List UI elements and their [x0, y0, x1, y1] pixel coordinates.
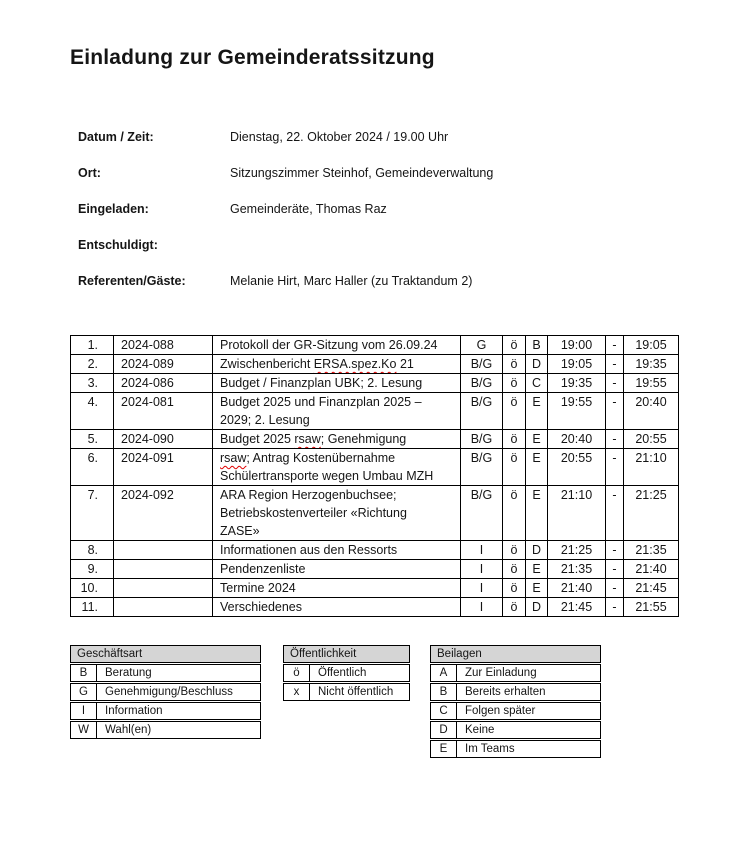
legend-key: E	[431, 741, 457, 757]
agenda-public-cell: ö	[503, 579, 526, 598]
topic-text: ; Genehmigung	[320, 432, 407, 446]
agenda-attachment-cell: D	[526, 541, 548, 560]
agenda-end-cell: 20:55	[624, 430, 679, 449]
legend-key: B	[71, 665, 97, 681]
legend-label: Genehmigung/Beschluss	[105, 686, 233, 698]
agenda-topic-cell	[213, 541, 461, 560]
legend-header: Geschäftsart	[70, 645, 261, 663]
agenda-topic-cell	[213, 486, 461, 541]
agenda-type-cell: G	[461, 336, 503, 355]
topic-line	[220, 560, 456, 578]
topic-line	[220, 336, 456, 354]
agenda-attachment-cell: E	[526, 430, 548, 449]
topic-line	[220, 355, 456, 373]
legend-key: x	[284, 684, 310, 700]
agenda-end-cell: 21:45	[624, 579, 679, 598]
agenda-row	[71, 336, 679, 355]
agenda-end-cell: 21:55	[624, 598, 679, 617]
legend-label: Wahl(en)	[105, 724, 152, 736]
agenda-row	[71, 449, 679, 486]
topic-text: 21	[396, 357, 414, 371]
agenda-start-cell: 20:55	[548, 449, 606, 486]
agenda-attachment-cell: D	[526, 598, 548, 617]
legend-key: G	[71, 684, 97, 700]
agenda-num-cell: 10.	[71, 579, 114, 598]
topic-text: Budget 2025	[220, 432, 295, 446]
agenda-table-body	[71, 336, 679, 617]
agenda-topic-cell	[213, 355, 461, 374]
agenda-type-cell: B/G	[461, 374, 503, 393]
agenda-row	[71, 393, 679, 430]
agenda-num-cell: 8.	[71, 541, 114, 560]
agenda-dash-cell: -	[606, 560, 624, 579]
agenda-type-cell: B/G	[461, 486, 503, 541]
legend-label: Bereits erhalten	[465, 686, 546, 698]
agenda-topic-cell	[213, 598, 461, 617]
topic-line	[220, 449, 456, 467]
agenda-public-cell: ö	[503, 598, 526, 617]
agenda-id-cell	[114, 598, 213, 617]
legend-row	[283, 664, 410, 682]
agenda-start-cell: 21:35	[548, 560, 606, 579]
legend-label: Öffentlich	[318, 667, 367, 679]
topic-line	[220, 579, 456, 597]
agenda-topic-cell	[213, 560, 461, 579]
agenda-type-cell: B/G	[461, 393, 503, 430]
legend-row	[430, 702, 601, 720]
agenda-public-cell: ö	[503, 560, 526, 579]
topic-text: Zwischenbericht	[220, 357, 314, 371]
legend-geschaeftsart	[70, 645, 261, 739]
agenda-num-cell: 3.	[71, 374, 114, 393]
legend-label: Beratung	[105, 667, 152, 679]
meeting-info	[78, 127, 493, 307]
agenda-row	[71, 374, 679, 393]
agenda-public-cell: ö	[503, 430, 526, 449]
legend-row	[70, 683, 261, 701]
info-row	[78, 271, 493, 291]
legend-oeffentlichkeit	[283, 645, 410, 701]
agenda-dash-cell: -	[606, 430, 624, 449]
agenda-id-cell: 2024-086	[114, 374, 213, 393]
agenda-public-cell: ö	[503, 449, 526, 486]
agenda-topic-cell	[213, 393, 461, 430]
spellcheck-underline: ERSA.spez.Ko	[313, 357, 397, 371]
agenda-end-cell: 19:35	[624, 355, 679, 374]
agenda-type-cell: I	[461, 598, 503, 617]
legend-header: Öffentlichkeit	[283, 645, 410, 663]
topic-text: ARA Region Herzogenbuchsee;	[220, 488, 397, 502]
agenda-end-cell: 21:35	[624, 541, 679, 560]
topic-text: Budget 2025 und Finanzplan 2025 –	[220, 395, 422, 409]
topic-text: Pendenzenliste	[220, 562, 306, 576]
agenda-row	[71, 541, 679, 560]
info-value: Sitzungszimmer Steinhof, Gemeindeverwaltung	[230, 166, 494, 180]
agenda-attachment-cell: B	[526, 336, 548, 355]
agenda-type-cell: I	[461, 560, 503, 579]
topic-text: Protokoll der GR-Sitzung vom 26.09.24	[220, 338, 438, 352]
agenda-dash-cell: -	[606, 449, 624, 486]
agenda-id-cell: 2024-092	[114, 486, 213, 541]
legend-key: D	[431, 722, 457, 738]
agenda-dash-cell: -	[606, 486, 624, 541]
topic-line	[220, 430, 456, 448]
agenda-public-cell: ö	[503, 355, 526, 374]
info-row	[78, 163, 493, 183]
legend-label: Keine	[465, 724, 495, 736]
agenda-row	[71, 560, 679, 579]
legend-label: Information	[105, 705, 163, 717]
agenda-attachment-cell: E	[526, 449, 548, 486]
info-value: Melanie Hirt, Marc Haller (zu Traktandum 2)	[230, 274, 473, 288]
page-title: Einladung zur Gemeinderatssitzung	[70, 46, 435, 69]
agenda-id-cell: 2024-088	[114, 336, 213, 355]
agenda-end-cell: 21:40	[624, 560, 679, 579]
agenda-end-cell: 20:40	[624, 393, 679, 430]
agenda-num-cell: 9.	[71, 560, 114, 579]
legend-row	[70, 702, 261, 720]
agenda-public-cell: ö	[503, 541, 526, 560]
agenda-num-cell: 5.	[71, 430, 114, 449]
topic-text: Verschiedenes	[220, 600, 303, 614]
agenda-id-cell: 2024-089	[114, 355, 213, 374]
legend-row	[283, 683, 410, 701]
legend-row	[430, 740, 601, 758]
agenda-table	[70, 335, 679, 617]
agenda-start-cell: 21:40	[548, 579, 606, 598]
agenda-end-cell: 19:55	[624, 374, 679, 393]
agenda-topic-cell	[213, 579, 461, 598]
agenda-id-cell: 2024-091	[114, 449, 213, 486]
info-row	[78, 235, 493, 255]
agenda-type-cell: B/G	[461, 355, 503, 374]
legend-label: Folgen später	[465, 705, 536, 717]
topic-line	[220, 486, 456, 504]
agenda-start-cell: 19:00	[548, 336, 606, 355]
agenda-end-cell: 19:05	[624, 336, 679, 355]
agenda-dash-cell: -	[606, 355, 624, 374]
agenda-row	[71, 579, 679, 598]
topic-line	[220, 522, 456, 540]
agenda-type-cell: B/G	[461, 430, 503, 449]
legend-row	[430, 664, 601, 682]
agenda-start-cell: 21:10	[548, 486, 606, 541]
legend-key: W	[71, 722, 97, 738]
agenda-start-cell: 21:45	[548, 598, 606, 617]
legend-label: Nicht öffentlich	[318, 686, 394, 698]
legend-beilagen	[430, 645, 601, 758]
agenda-public-cell: ö	[503, 336, 526, 355]
agenda-row	[71, 598, 679, 617]
legend-key: ö	[284, 665, 310, 681]
agenda-type-cell: I	[461, 541, 503, 560]
agenda-dash-cell: -	[606, 579, 624, 598]
info-value: Dienstag, 22. Oktober 2024 / 19.00 Uhr	[230, 130, 449, 144]
agenda-topic-cell	[213, 374, 461, 393]
info-label: Datum / Zeit:	[78, 130, 154, 144]
agenda-dash-cell: -	[606, 541, 624, 560]
agenda-num-cell: 7.	[71, 486, 114, 541]
agenda-id-cell	[114, 541, 213, 560]
agenda-start-cell: 21:25	[548, 541, 606, 560]
agenda-id-cell	[114, 560, 213, 579]
agenda-type-cell: B/G	[461, 449, 503, 486]
topic-text: Termine 2024	[220, 581, 296, 595]
legend-row	[430, 721, 601, 739]
spellcheck-underline: rsaw	[294, 432, 321, 446]
agenda-topic-cell	[213, 449, 461, 486]
topic-text: 2029; 2. Lesung	[220, 413, 310, 427]
agenda-topic-cell	[213, 336, 461, 355]
topic-line	[220, 467, 456, 485]
agenda-num-cell: 11.	[71, 598, 114, 617]
agenda-num-cell: 6.	[71, 449, 114, 486]
agenda-topic-cell	[213, 430, 461, 449]
spellcheck-underline: rsaw	[220, 451, 247, 465]
info-row	[78, 199, 493, 219]
agenda-id-cell	[114, 579, 213, 598]
topic-text: Budget / Finanzplan UBK; 2. Lesung	[220, 376, 423, 390]
info-label: Ort:	[78, 166, 101, 180]
legend-key: I	[71, 703, 97, 719]
agenda-dash-cell: -	[606, 374, 624, 393]
info-label: Entschuldigt:	[78, 238, 158, 252]
agenda-attachment-cell: C	[526, 374, 548, 393]
topic-text: ; Antrag Kostenübernahme	[246, 451, 396, 465]
agenda-start-cell: 20:40	[548, 430, 606, 449]
agenda-attachment-cell: D	[526, 355, 548, 374]
legend-row	[430, 683, 601, 701]
agenda-public-cell: ö	[503, 486, 526, 541]
topic-line	[220, 598, 456, 616]
agenda-start-cell: 19:35	[548, 374, 606, 393]
agenda-row	[71, 430, 679, 449]
legend-label: Zur Einladung	[465, 667, 537, 679]
info-label: Eingeladen:	[78, 202, 149, 216]
agenda-attachment-cell: E	[526, 560, 548, 579]
agenda-public-cell: ö	[503, 393, 526, 430]
legend-row	[70, 664, 261, 682]
agenda-row	[71, 486, 679, 541]
info-value: Gemeinderäte, Thomas Raz	[230, 202, 387, 216]
legend-key: C	[431, 703, 457, 719]
topic-line	[220, 504, 456, 522]
agenda-public-cell: ö	[503, 374, 526, 393]
agenda-row	[71, 355, 679, 374]
agenda-num-cell: 1.	[71, 336, 114, 355]
topic-line	[220, 374, 456, 392]
agenda-attachment-cell: E	[526, 486, 548, 541]
topic-text: ZASE»	[220, 524, 260, 538]
info-label: Referenten/Gäste:	[78, 274, 186, 288]
topic-line	[220, 411, 456, 429]
agenda-type-cell: I	[461, 579, 503, 598]
legend-row	[70, 721, 261, 739]
agenda-dash-cell: -	[606, 393, 624, 430]
agenda-dash-cell: -	[606, 598, 624, 617]
agenda-start-cell: 19:05	[548, 355, 606, 374]
legend-header: Beilagen	[430, 645, 601, 663]
agenda-start-cell: 19:55	[548, 393, 606, 430]
topic-text: Schülertransporte wegen Umbau MZH	[220, 469, 434, 483]
topic-line	[220, 393, 456, 411]
agenda-dash-cell: -	[606, 336, 624, 355]
topic-line	[220, 541, 456, 559]
agenda-end-cell: 21:25	[624, 486, 679, 541]
agenda-id-cell: 2024-090	[114, 430, 213, 449]
agenda-attachment-cell: E	[526, 393, 548, 430]
agenda-end-cell: 21:10	[624, 449, 679, 486]
topic-text: Informationen aus den Ressorts	[220, 543, 398, 557]
agenda-attachment-cell: E	[526, 579, 548, 598]
legend-key: A	[431, 665, 457, 681]
agenda-id-cell: 2024-081	[114, 393, 213, 430]
topic-text: Betriebskostenverteiler «Richtung	[220, 506, 407, 520]
agenda-num-cell: 2.	[71, 355, 114, 374]
agenda-num-cell: 4.	[71, 393, 114, 430]
legend-key: B	[431, 684, 457, 700]
info-row	[78, 127, 493, 147]
legend-label: Im Teams	[465, 743, 515, 755]
